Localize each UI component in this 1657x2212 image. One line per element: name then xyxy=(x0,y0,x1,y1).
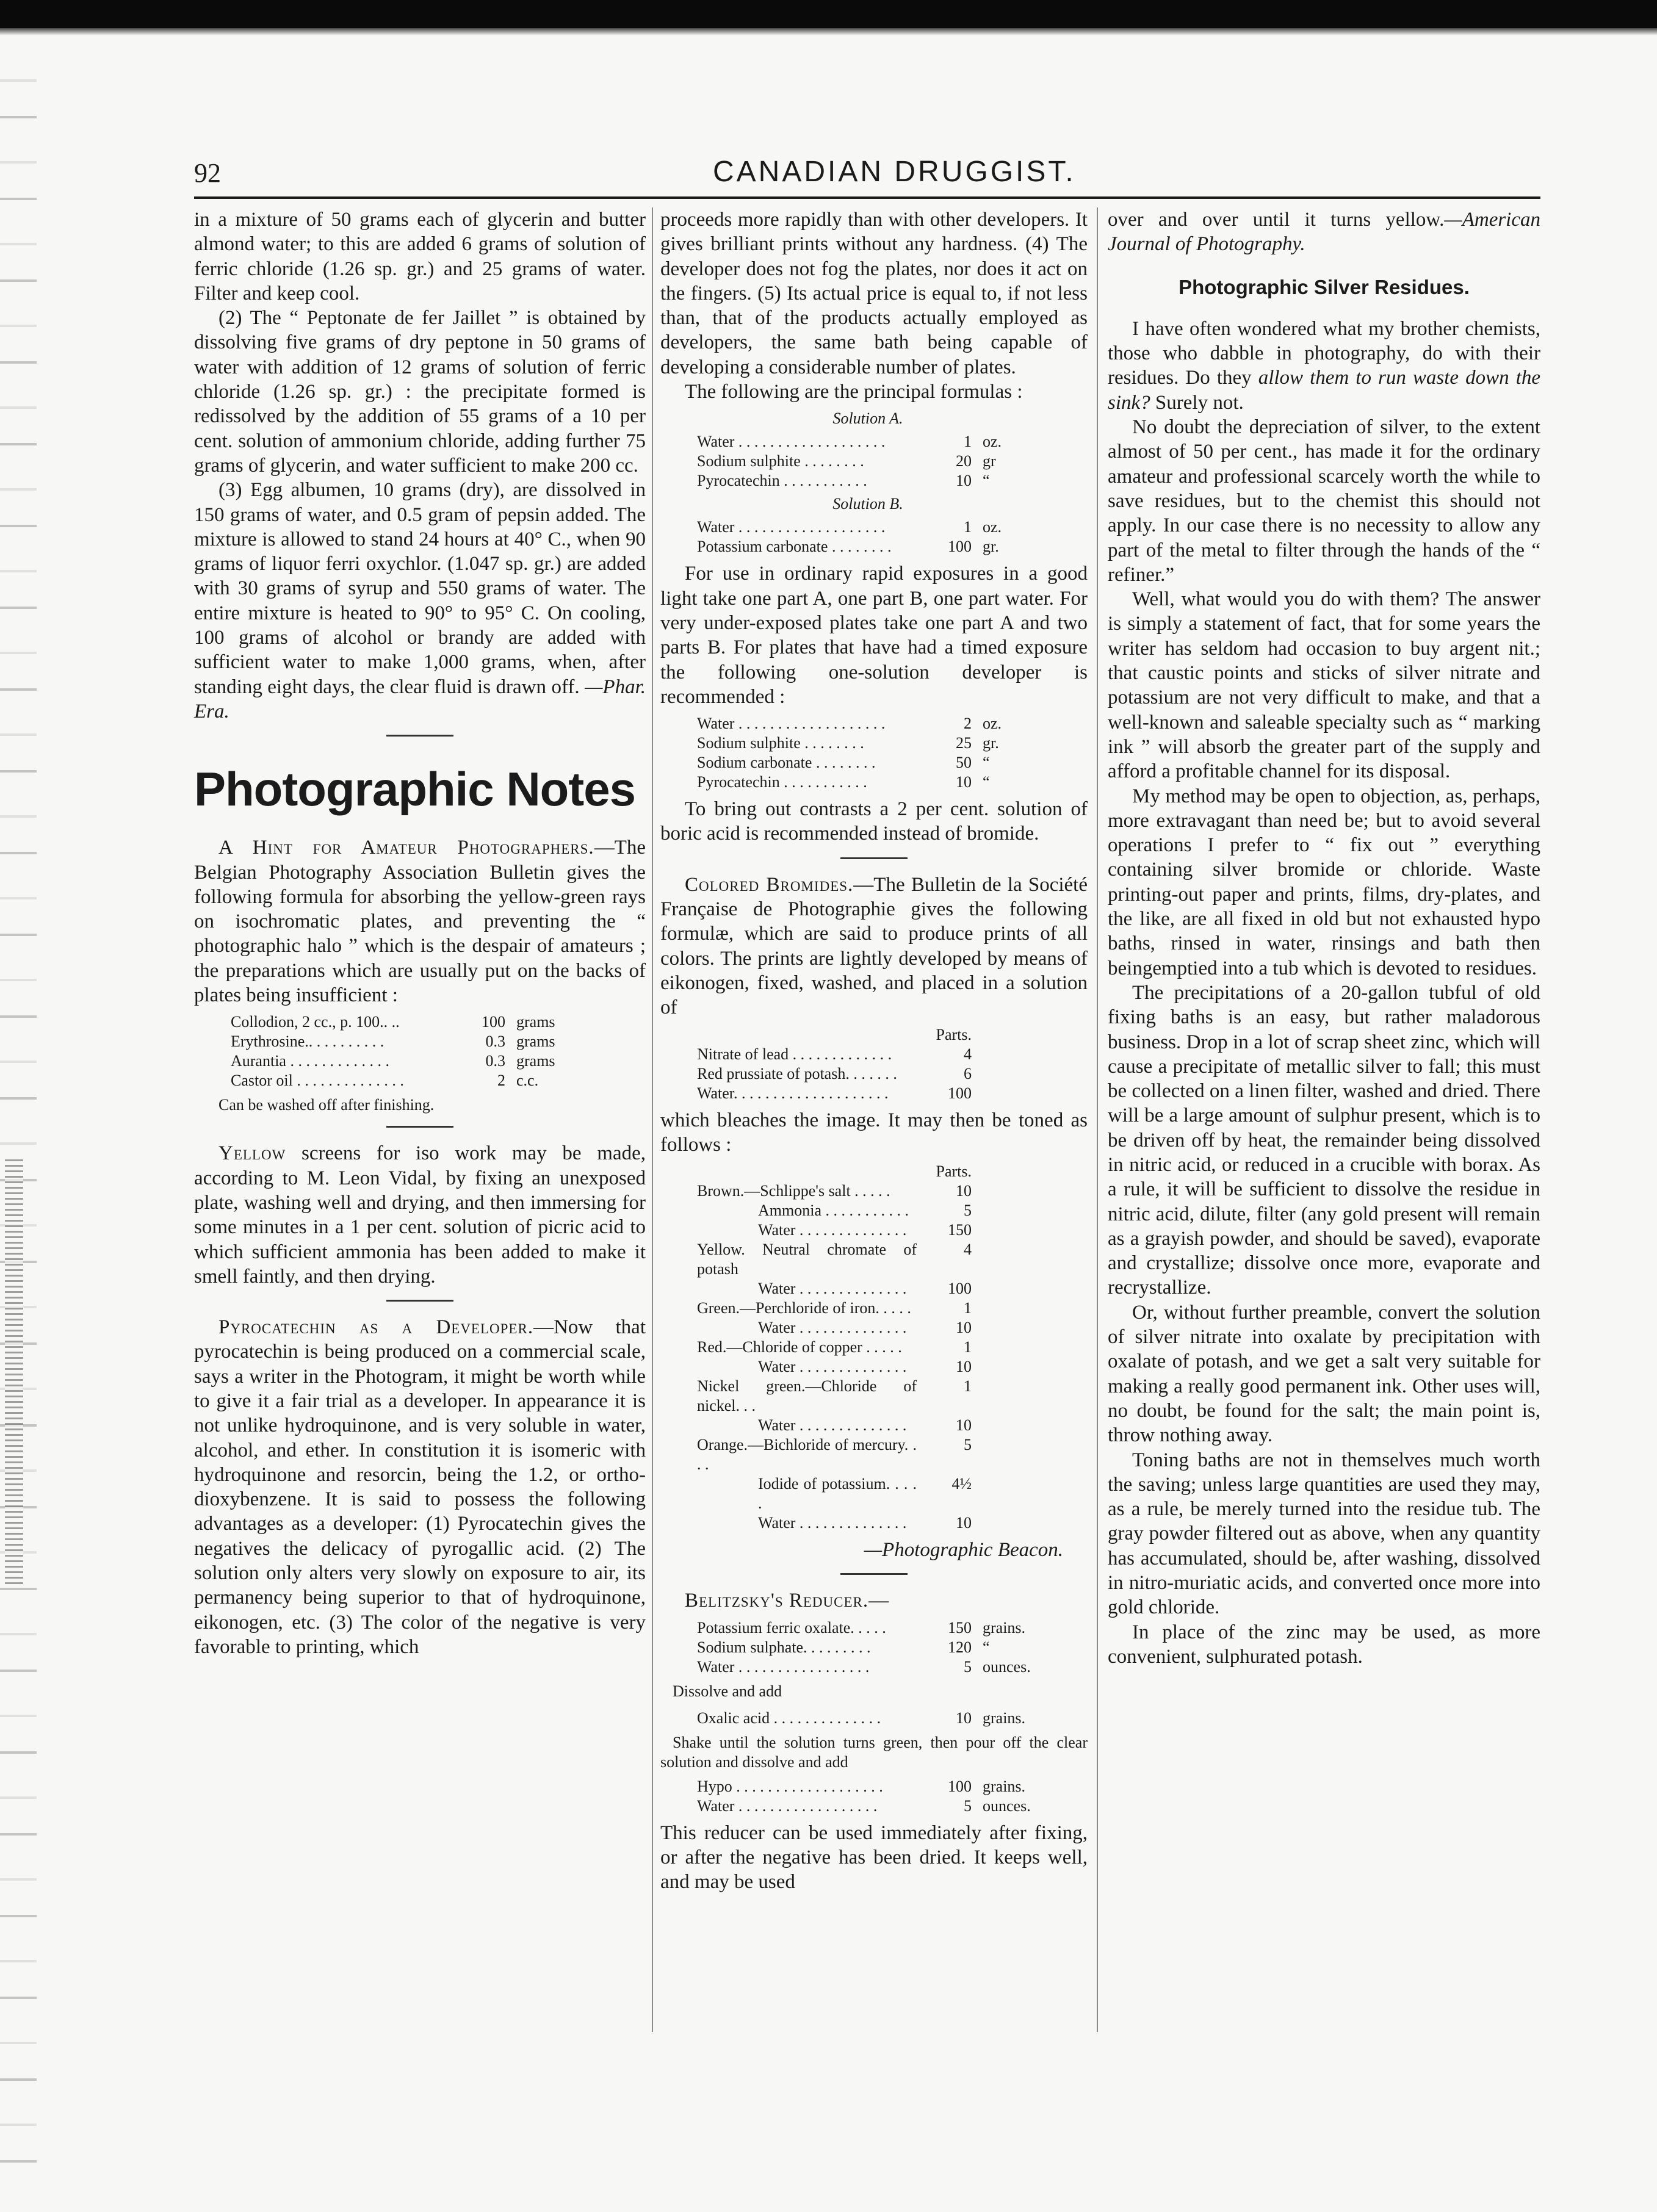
ingredient: Brown.—Schlippe's salt . . . . . xyxy=(697,1182,890,1200)
ingredient: Red prussiate of potash. . . . . . . xyxy=(697,1064,897,1083)
formula-note: Dissolve and add xyxy=(673,1682,782,1700)
formula-list xyxy=(697,1618,1088,1677)
column-2 xyxy=(660,207,1088,1895)
section-divider xyxy=(386,735,453,737)
formula-note: Can be washed off after finishing. xyxy=(218,1096,435,1114)
paragraph: Well, what would you do with them? The answer is simply a statement of fact, that for some years the writer has seldom had occasion to buy argent nit.; that caustic points and sticks of silver nitrate and potassium are not very difficult to make, and that a well-known and saleable specialty such as “ marking ink ” will absorb the greater part of the supply and afford a profitable channel for its disposal. xyxy=(1108,588,1540,783)
formula-row xyxy=(697,733,1088,753)
unit: oz. xyxy=(983,518,1002,536)
paragraph-text: I have often wondered what my brother chemists, those who dabble in photography, do with their residues. Do they xyxy=(1108,317,1540,389)
formula-row xyxy=(697,517,1088,537)
unit: grains. xyxy=(983,1777,1026,1795)
section-divider xyxy=(386,1300,453,1302)
amount: 4½ xyxy=(951,1475,972,1493)
amount: 10 xyxy=(956,472,972,490)
ingredient: Potassium carbonate . . . . . . . . xyxy=(697,538,892,556)
amount: 10 xyxy=(956,1319,972,1337)
ingredient: Water . . . . . . . . . . . . . . . . . . . xyxy=(697,518,886,536)
ingredient: Water . . . . . . . . . . . . . . . . . . . xyxy=(697,715,886,733)
unit: ounces. xyxy=(983,1657,1031,1676)
formula-row xyxy=(697,1474,1088,1513)
section-divider xyxy=(840,1573,908,1575)
ingredient: Potassium ferric oxalate. . . . . xyxy=(697,1618,886,1637)
paragraph: This reducer can be used immediately after fixing, or after the negative has been dried. It keeps well, and may be used xyxy=(660,1821,1088,1893)
formula-note: Shake until the solution turns green, then pour off the clear solution and dissolve and add xyxy=(660,1733,1088,1771)
ingredient: Oxalic acid . . . . . . . . . . . . . . xyxy=(697,1709,881,1727)
amount: 100 xyxy=(482,1013,505,1031)
paragraph: No doubt the depreciation of silver, to the extent almost of 50 per cent., has made it for the ordinary amateur and professional scarcely worth the while to save residues, but to the chemist this should not apply. In our case there is no necessity to allow any part of the metal to filter through the hands of the “ refiner.” xyxy=(1108,416,1540,586)
column-1 xyxy=(194,207,646,1659)
formula-list xyxy=(697,409,1088,557)
unit: gr xyxy=(983,452,996,470)
ingredient: Green.—Perchloride of iron. . . . . xyxy=(697,1299,911,1317)
unit: “ xyxy=(983,773,990,791)
ingredient: Castor oil . . . . . . . . . . . . . . xyxy=(231,1072,404,1090)
ingredient: Water . . . . . . . . . . . . . . xyxy=(758,1280,907,1298)
amount: 150 xyxy=(948,1221,972,1239)
formula-row xyxy=(697,1709,1088,1728)
amount: 50 xyxy=(956,754,972,772)
running-header: CANADIAN DRUGGIST. xyxy=(713,156,1076,188)
scan-top-shadow xyxy=(0,28,1657,35)
paragraph xyxy=(660,873,1088,1020)
formula-row xyxy=(697,1777,1088,1796)
paragraph xyxy=(660,1588,1088,1613)
column-divider xyxy=(1097,207,1098,2032)
scan-left-edge-marks xyxy=(5,1159,23,1587)
ingredient: Pyrocatechin . . . . . . . . . . . xyxy=(697,773,867,791)
paragraph: For use in ordinary rapid exposures in a good light take one part A, one part B, one part water. For very under-exposed plates take one part A and two parts B. For plates that have had a timed exposure the following one-solution developer is recommended : xyxy=(660,563,1088,708)
formula-row xyxy=(697,1435,1088,1474)
formula-row xyxy=(697,1240,1088,1279)
amount: 5 xyxy=(964,1796,972,1815)
paragraph-text: screens for iso work may be made, according to M. Leon Vidal, by fixing an unexposed plate, washing well and drying, and then immersing for some minutes in a 1 per cent. solution of picric acid to which sufficient ammonia has been added to make it smell faintly, and then drying. xyxy=(194,1142,646,1288)
paragraph: In place of the zinc may be used, as more convenient, sulphurated potash. xyxy=(1108,1621,1540,1668)
section-divider xyxy=(386,1126,453,1128)
amount: 10 xyxy=(956,1358,972,1376)
ingredient: Water . . . . . . . . . . . . . . . . . . . xyxy=(697,433,886,451)
column-3 xyxy=(1108,207,1540,1669)
amount: 20 xyxy=(956,452,972,470)
article-title: Belitzsky's Reducer.— xyxy=(685,1590,890,1612)
paragraph: Toning baths are not in themselves much worth the saving; unless large quantities are used they may, as a rule, be merely turned into the residue tub. The gray powder filtered out as above, when any quantity has accumulated, should be, after washing, dissolved in nitro-muriatic acids, and converted once more into gold chloride. xyxy=(1108,1449,1540,1619)
unit: c.c. xyxy=(516,1072,539,1090)
formula-row xyxy=(697,1416,1088,1435)
scan-left-edge xyxy=(0,37,37,2185)
paragraph: (2) The “ Peptonate de fer Jaillet ” is obtained by dissolving five grams of dry peptone in 50 grams of water with addition of 12 grams of solution of ferric chloride (1.26 sp. gr.) : the precipitate formed is redissolved by the addition of 55 grams of a 10 per cent. solution of ammonium chloride, adding further 75 grams of glycerin, and water sufficient to make 200 cc. xyxy=(194,307,646,477)
formula-list xyxy=(231,1012,646,1090)
amount: 6 xyxy=(964,1064,972,1083)
amount: 0.3 xyxy=(485,1032,505,1051)
formula-row xyxy=(697,1045,1088,1064)
amount: 100 xyxy=(948,1280,972,1298)
paragraph: Or, without further preamble, convert the solution of silver nitrate into oxalate by precipitation with oxalate of potash, and we get a salt very suitable for making a really good permanent ink. Other uses will, no doubt, be found for the salt; the main point is, throw nothing away. xyxy=(1108,1301,1540,1447)
amount: 25 xyxy=(956,734,972,752)
formula-list xyxy=(697,714,1088,792)
formula-row xyxy=(697,1181,1088,1201)
page-number: 92 xyxy=(194,158,221,188)
formula-row xyxy=(697,1279,1088,1299)
formula-row xyxy=(697,1025,1088,1045)
unit: “ xyxy=(983,472,990,490)
amount: 1 xyxy=(964,1299,972,1317)
formula-list xyxy=(697,1025,1088,1103)
column-label: Parts. xyxy=(936,1162,972,1181)
ingredient: Water . . . . . . . . . . . . . . . . . . xyxy=(697,1796,878,1815)
unit: gr. xyxy=(983,734,999,752)
paragraph-text: (3) Egg albumen, 10 grams (dry), are dissolved in 150 grams of water, and 0.5 gram of pepsin added. The mixture is allowed to stand 24 hours at 40° C., when 90 grams of liquor ferri oxychlor. (1.047 sp. gr.) are added with 30 grams of syrup and 550 grams of water. The entire mixture is heated to 90° to 95° C. On cooling, 100 grams of alcohol or brandy are added with sufficient water to make 1,000 grams, when, after standing eight days, the clear fluid is drawn off. xyxy=(194,479,646,698)
amount: 1 xyxy=(964,1377,972,1396)
amount: 1 xyxy=(964,518,972,536)
formula-row xyxy=(697,1357,1088,1377)
formula-row xyxy=(697,773,1088,792)
amount: 2 xyxy=(497,1072,505,1090)
amount: 10 xyxy=(956,1416,972,1435)
unit: grams xyxy=(516,1013,555,1031)
unit: grams xyxy=(516,1032,555,1051)
ingredient: Water . . . . . . . . . . . . . . . . . xyxy=(697,1657,870,1676)
ingredient: Erythrosine.. . . . . . . . . . xyxy=(231,1032,384,1051)
formula-row xyxy=(697,1513,1088,1533)
formula-row xyxy=(697,714,1088,733)
unit: ounces. xyxy=(983,1796,1031,1815)
paragraph xyxy=(194,835,646,1007)
formula-row xyxy=(231,1071,646,1090)
formula-row xyxy=(697,1084,1088,1103)
paragraph xyxy=(194,478,646,724)
paragraph-text: over and over until it turns yellow. xyxy=(1108,209,1445,231)
amount: 150 xyxy=(948,1618,972,1637)
ingredient: Red.—Chloride of copper . . . . . xyxy=(697,1338,902,1356)
paragraph-text: —The Belgian Photography Association Bulletin gives the following formula for absorbing the yellow-green rays on isochromatic plates, and preventing the “ photographic halo ” which is the despair of amateurs ; the preparations which are usually put on the backs of plates being insufficient : xyxy=(194,837,646,1007)
formula-row xyxy=(697,1657,1088,1677)
amount: 10 xyxy=(956,773,972,791)
article-title: A Hint for Amateur Photographers. xyxy=(218,837,594,859)
ingredient: Sodium sulphite . . . . . . . . xyxy=(697,734,864,752)
source-citation: —Phar. Era. xyxy=(194,675,646,722)
amount: 5 xyxy=(964,1436,972,1454)
formula-row xyxy=(231,1051,646,1071)
unit: grams xyxy=(516,1052,555,1070)
source-citation: —American Journal of Photography. xyxy=(1108,209,1540,256)
paragraph: The following are the principal formulas : xyxy=(685,381,1023,403)
unit: oz. xyxy=(983,433,1002,451)
formula-row xyxy=(697,1201,1088,1220)
ingredient: Water . . . . . . . . . . . . . . xyxy=(758,1514,907,1532)
ingredient: Sodium carbonate . . . . . . . . xyxy=(697,754,876,772)
formula-row xyxy=(697,1638,1088,1657)
amount: 100 xyxy=(948,1777,972,1795)
article-title: Yellow xyxy=(218,1142,286,1165)
ingredient: Orange.—Bichloride of mercury. . . . xyxy=(697,1436,917,1474)
paragraph: To bring out contrasts a 2 per cent. solution of boric acid is recommended instead of bromide. xyxy=(660,798,1088,845)
paragraph-text: —The Bulletin de la Société Française de Photographie gives the following formulæ, which are said to produce prints of all colors. The prints are lightly developed by means of eikonogen, fixed, washed, and placed in a solution of xyxy=(660,873,1088,1019)
unit: “ xyxy=(983,754,990,772)
paragraph xyxy=(194,1315,646,1659)
formula-row xyxy=(697,1299,1088,1318)
article-title: Colored Bromides. xyxy=(685,873,854,896)
formula-row xyxy=(231,1032,646,1051)
unit: grains. xyxy=(983,1618,1026,1637)
ingredient: Water . . . . . . . . . . . . . . xyxy=(758,1358,907,1376)
amount: 5 xyxy=(964,1657,972,1676)
amount: 120 xyxy=(948,1638,972,1656)
ingredient: Sodium sulphite . . . . . . . . xyxy=(697,452,864,470)
formula-row xyxy=(697,537,1088,557)
formula-row xyxy=(697,753,1088,773)
column-label: Parts. xyxy=(936,1025,972,1043)
amount: 1 xyxy=(964,1338,972,1356)
ingredient: Water . . . . . . . . . . . . . . xyxy=(758,1416,907,1435)
formula-list xyxy=(697,1709,1088,1728)
ingredient: Nitrate of lead . . . . . . . . . . . . . xyxy=(697,1045,892,1063)
ingredient: Water. . . . . . . . . . . . . . . . . . . . xyxy=(697,1084,889,1102)
ingredient: Pyrocatechin . . . . . . . . . . . xyxy=(697,472,867,490)
formula-row xyxy=(697,1338,1088,1357)
formula-row xyxy=(697,452,1088,471)
amount: 4 xyxy=(964,1241,972,1259)
amount: 10 xyxy=(956,1182,972,1200)
formula-row xyxy=(697,1318,1088,1338)
amount: 4 xyxy=(964,1045,972,1063)
amount: 0.3 xyxy=(485,1052,505,1070)
paragraph-text: Surely not. xyxy=(1155,391,1244,414)
paragraph: in a mixture of 50 grams each of glycerin and butter almond water; to this are added 6 grams of solution of ferric chloride (1.26 sp. gr.) and 25 grams of water. Filter and keep cool. xyxy=(194,209,646,304)
amount: 5 xyxy=(964,1201,972,1220)
paragraph: My method may be open to objection, as, perhaps, more extravagant than need be; but to avoid several operations I prefer to “ fix out ” everything containing silver bromide or chloride. Waste printing-out paper and prints, films, dry-plates, and the like, are all fixed in old but not exhausted hypo baths, rinsed in water, rinsings and bath then beingemptied into a tub which is devoted to residues. xyxy=(1108,785,1540,979)
ingredient: Aurantia . . . . . . . . . . . . . xyxy=(231,1052,389,1070)
amount: 10 xyxy=(956,1514,972,1532)
formula-row xyxy=(697,1377,1088,1416)
paragraph: The precipitations of a 20-gallon tubful of old fixing baths is an easy, but rather maladorous business. Drop in a lot of scrap sheet zinc, which will cause a precipitate of metallic silver to fall; this must be collected on a linen filter, washed and dried. There will be a large amount of sulphur present, which is to be driven off by heat, the remainder being dissolved in nitric acid, or reduced in a crucible with borax. As a rule, it will be sufficient to dissolve the residue in nitric acid, dilute, filter (any gold present will remain as a grayish powder, and should be saved), evaporate and crystallize; dissolve once more, evaporate and recrystallize. xyxy=(1108,981,1540,1299)
article-title: Pyrocatechin as a Developer. xyxy=(218,1316,534,1339)
section-divider xyxy=(840,857,908,859)
ingredient: Ammonia . . . . . . . . . . . xyxy=(758,1201,909,1220)
formula-heading: Solution B. xyxy=(832,495,903,513)
article-heading: Photographic Silver Residues. xyxy=(1179,275,1470,298)
ingredient: Iodide of potassium. . . . . xyxy=(758,1475,917,1513)
unit: grains. xyxy=(983,1709,1026,1727)
amount: 1 xyxy=(964,433,972,451)
formula-row xyxy=(697,432,1088,452)
formula-row xyxy=(231,1012,646,1032)
scan-top-border xyxy=(0,0,1657,28)
column-divider xyxy=(652,207,653,2032)
amount: 2 xyxy=(964,715,972,733)
paragraph: proceeds more rapidly than with other developers. It gives brilliant prints without any hardness. (4) The developer does not fog the plates, nor does it act on the fingers. (5) Its actual price is equal to, if not less than, that of the products actually employed as developers, the same bath being capable of developing a considerable number of plates. xyxy=(660,209,1088,378)
paragraph: which bleaches the image. It may then be toned as follows : xyxy=(660,1109,1088,1156)
paragraph xyxy=(1108,317,1540,415)
ingredient: Water . . . . . . . . . . . . . . xyxy=(758,1319,907,1337)
ingredient: Hypo . . . . . . . . . . . . . . . . . . . xyxy=(697,1777,883,1795)
ingredient: Collodion, 2 cc., p. 100.. .. xyxy=(231,1013,400,1031)
spacer xyxy=(697,1162,917,1181)
unit: “ xyxy=(983,1638,990,1656)
ingredient: Yellow. Neutral chromate of potash xyxy=(697,1241,917,1278)
unit: oz. xyxy=(983,715,1002,733)
header-rule xyxy=(194,196,1540,199)
unit: gr. xyxy=(983,538,999,556)
ingredient: Nickel green.—Chloride of nickel. . . xyxy=(697,1377,917,1415)
source-citation: —Photographic Beacon. xyxy=(864,1539,1063,1562)
ingredient: Sodium sulphate. . . . . . . . . xyxy=(697,1638,871,1656)
formula-heading: Solution A. xyxy=(832,409,903,428)
amount: 100 xyxy=(948,1084,972,1102)
paragraph xyxy=(194,1141,646,1289)
toning-formula-list xyxy=(697,1162,1088,1533)
section-title: Photographic Notes xyxy=(194,762,636,816)
paragraph xyxy=(1108,207,1540,257)
amount: 100 xyxy=(948,538,972,556)
spacer xyxy=(697,1025,917,1045)
formula-row xyxy=(697,1064,1088,1084)
amount: 10 xyxy=(956,1709,972,1727)
formula-row xyxy=(697,1220,1088,1240)
ingredient: Water . . . . . . . . . . . . . . xyxy=(758,1221,907,1239)
emphasis-text: allow them to run waste down the sink? xyxy=(1108,367,1541,414)
formula-list xyxy=(697,1777,1088,1816)
formula-row xyxy=(697,1618,1088,1638)
formula-row xyxy=(697,471,1088,491)
formula-row xyxy=(697,1162,1088,1181)
paragraph-text: —Now that pyrocatechin is being produced on a commercial scale, says a writer in the Photogram, it might be worth while to give it a fair trial as a developer. In appearance it is not unlike hydroquinone, and is very soluble in water, alcohol, and ether. In constitution it is isomeric with hydroquinone and resorcin, being the 1.2, or ortho-dioxybenzene. It is said to possess the following advantages as a developer: (1) Pyrocatechin gives the negatives the delicacy of pyrogallic acid. (2) The solution only alters very slowly on exposure to air, its permanency being superior to that of hydroquinone, eikonogen, etc. (3) The color of the negative is very favorable to printing, which xyxy=(194,1316,646,1658)
formula-row xyxy=(697,1796,1088,1816)
